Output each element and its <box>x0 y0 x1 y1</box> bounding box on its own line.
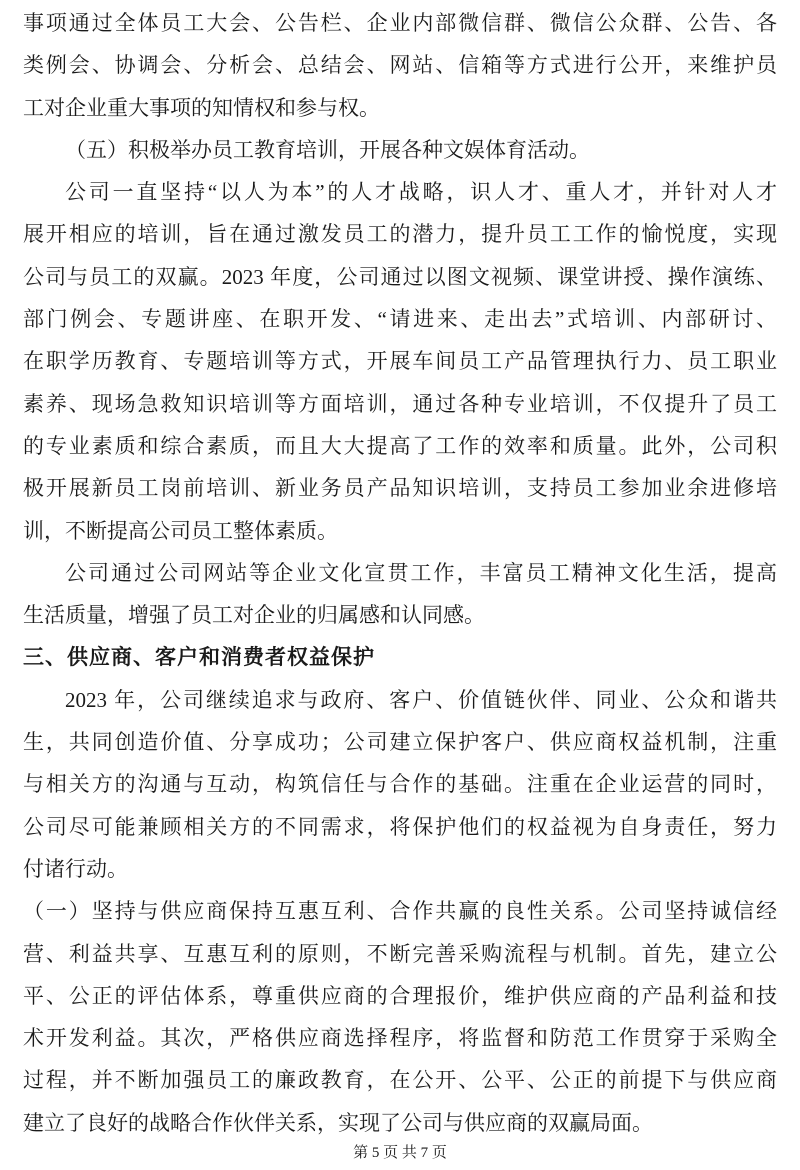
document-line: 公司尽可能兼顾相关方的不同需求，将保护他们的权益视为自身责任，努力 <box>23 814 777 839</box>
document-line: 生，共同创造价值、分享成功；公司建立保护客户、供应商权益机制，注重 <box>23 730 777 755</box>
document-line: （五）积极举办员工教育培训，开展各种文娱体育活动。 <box>65 137 590 162</box>
document-line: 部门例会、专题讲座、在职开发、“请进来、走出去”式培训、内部研讨、 <box>23 307 777 332</box>
document-line: 素养、现场急救知识培训等方面培训，通过各种专业培训，不仅提升了员工 <box>23 391 777 416</box>
document-line: 事项通过全体员工大会、公告栏、企业内部微信群、微信公众群、公告、各 <box>23 11 777 35</box>
document-line: 平、公正的评估体系，尊重供应商的合理报价，维护供应商的产品利益和技 <box>23 983 777 1008</box>
page-footer <box>0 1144 800 1162</box>
document-line: 公司与员工的双赢。2023 年度，公司通过以图文视频、课堂讲授、操作演练、 <box>23 264 777 289</box>
document-line: 营、利益共享、互惠互利的原则，不断完善采购流程与机制。首先，建立公 <box>23 941 777 966</box>
document-line: 类例会、协调会、分析会、总结会、网站、信箱等方式进行公开，来维护员 <box>23 53 777 78</box>
document-line: 训，不断提高公司员工整体素质。 <box>23 518 338 543</box>
section-heading: 三、供应商、客户和消费者权益保护 <box>23 645 375 670</box>
document-line: 术开发利益。其次，严格供应商选择程序，将监督和防范工作贯穿于采购全 <box>23 1026 777 1051</box>
document-line: 展开相应的培训，旨在通过激发员工的潜力，提升员工工作的愉悦度，实现 <box>23 222 777 247</box>
document-line: 过程，并不断加强员工的廉政教育，在公开、公平、公正的前提下与供应商 <box>23 1068 777 1093</box>
document-line: 建立了良好的战略合作伙伴关系，实现了公司与供应商的双赢局面。 <box>23 1110 653 1135</box>
document-line: 在职学历教育、专题培训等方式，开展车间员工产品管理执行力、员工职业 <box>23 349 777 374</box>
document-line: 极开展新员工岗前培训、新业务员产品知识培训，支持员工参加业余进修培 <box>23 476 777 501</box>
document-line: 公司通过公司网站等企业文化宣贯工作，丰富员工精神文化生活，提高 <box>65 560 777 585</box>
document-line: 的专业素质和综合素质，而且大大提高了工作的效率和质量。此外，公司积 <box>23 433 777 458</box>
document-line: 付诸行动。 <box>23 856 128 881</box>
document-line: 2023 年，公司继续追求与政府、客户、价值链伙伴、同业、公众和谐共 <box>65 687 777 712</box>
document-line: 与相关方的沟通与互动，构筑信任与合作的基础。注重在企业运营的同时， <box>23 772 777 797</box>
page-number-text: 第 5 页 共 7 页 <box>353 1145 447 1161</box>
document-line: 工对企业重大事项的知情权和参与权。 <box>23 95 380 120</box>
document-line: 生活质量，增强了员工对企业的归属感和认同感。 <box>23 603 485 628</box>
document-line: （一）坚持与供应商保持互惠互利、合作共赢的良性关系。公司坚持诚信经 <box>23 899 777 924</box>
document-line: 公司一直坚持“以人为本”的人才战略，识人才、重人才，并针对人才 <box>65 180 777 205</box>
